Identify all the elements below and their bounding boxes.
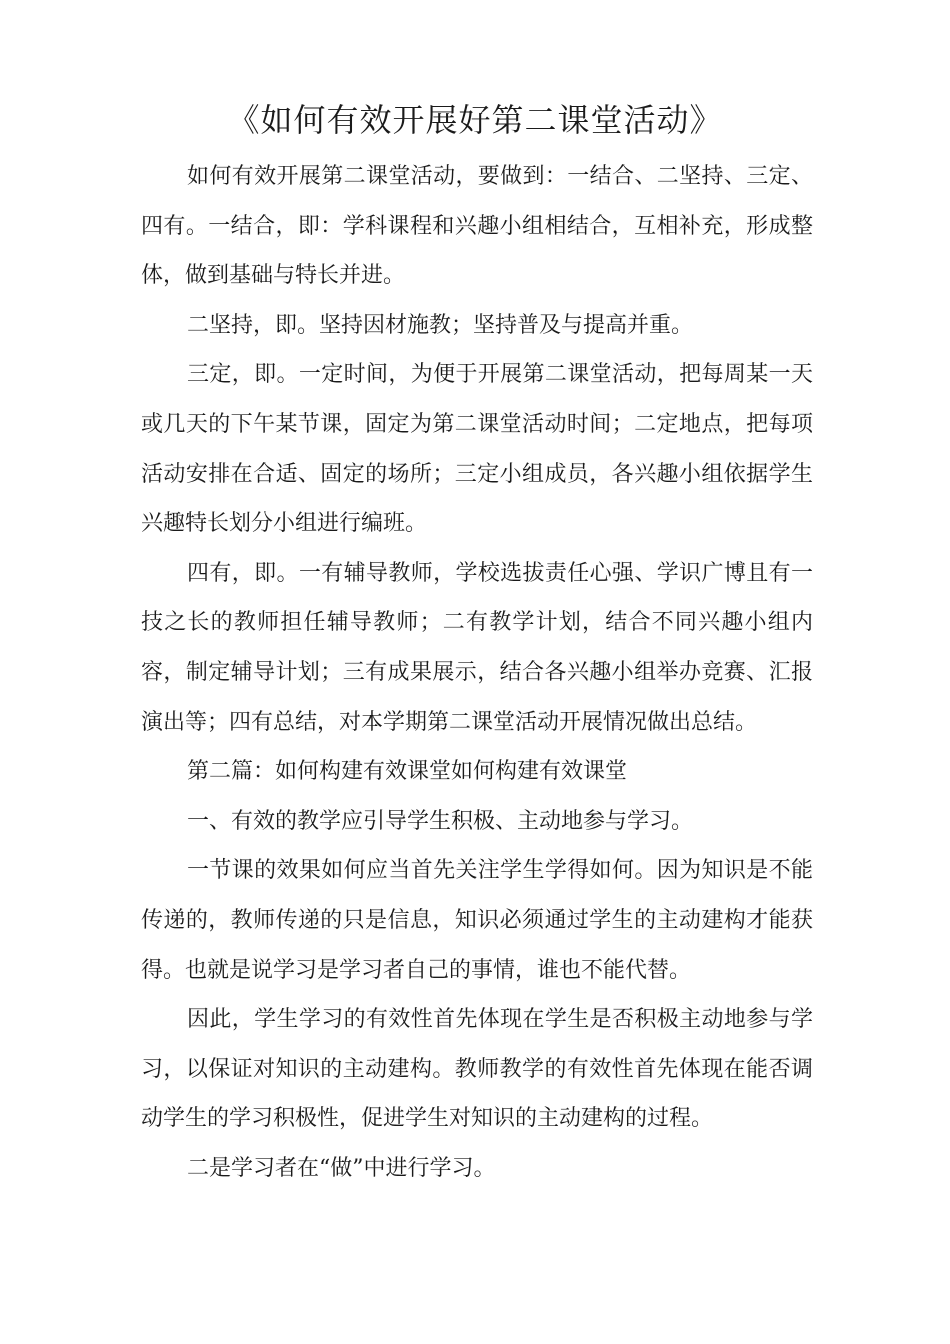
paragraph-2: 二坚持，即。坚持因材施教；坚持普及与提高并重。 xyxy=(187,312,694,338)
paragraph-1: 如何有效开展第二课堂活动，要做到：一结合、二坚持、三定、四有。一结合，即：学科课程和兴趣小组相结合，互相补充，形成整体，做到基础与特长并进。 xyxy=(141,164,813,289)
paragraph-3: 三定，即。一定时间，为便于开展第二课堂活动，把每周某一天或几天的下午某节课，固定为第二课堂活动时间；二定地点，把每项活动安排在合适、固定的场所；三定小组成员，各兴趣小组依据学生兴趣特长划分小组进行编班。 xyxy=(141,362,813,537)
section-heading-2: 第二篇：如何构建有效课堂如何构建有效课堂 xyxy=(187,759,628,785)
paragraph-5: 一节课的效果如何应当首先关注学生学得如何。因为知识是不能传递的，教师传递的只是信息，知识必须通过学生的主动建构才能获得。也就是说学习是学习者自己的事情，谁也不能代替。 xyxy=(141,858,813,983)
subheading-1: 一、有效的教学应引导学生积极、主动地参与学习。 xyxy=(187,808,694,834)
paragraph-4: 四有，即。一有辅导教师，学校选拔责任心强、学识广博且有一技之长的教师担任辅导教师；二有教学计划，结合不同兴趣小组内容，制定辅导计划；三有成果展示，结合各兴趣小组举办竞赛、汇报演出等；四有总结，对本学期第二课堂活动开展情况做出总结。 xyxy=(141,560,813,735)
paragraph-6: 因此，学生学习的有效性首先体现在学生是否积极主动地参与学习，以保证对知识的主动建构。教师教学的有效性首先体现在能否调动学生的学习积极性，促进学生对知识的主动建构的过程。 xyxy=(141,1007,813,1132)
document-title: 《如何有效开展好第二课堂活动》 xyxy=(227,101,723,139)
document-body xyxy=(141,152,813,1193)
paragraph-7: 二是学习者在“做”中进行学习。 xyxy=(187,1155,496,1181)
